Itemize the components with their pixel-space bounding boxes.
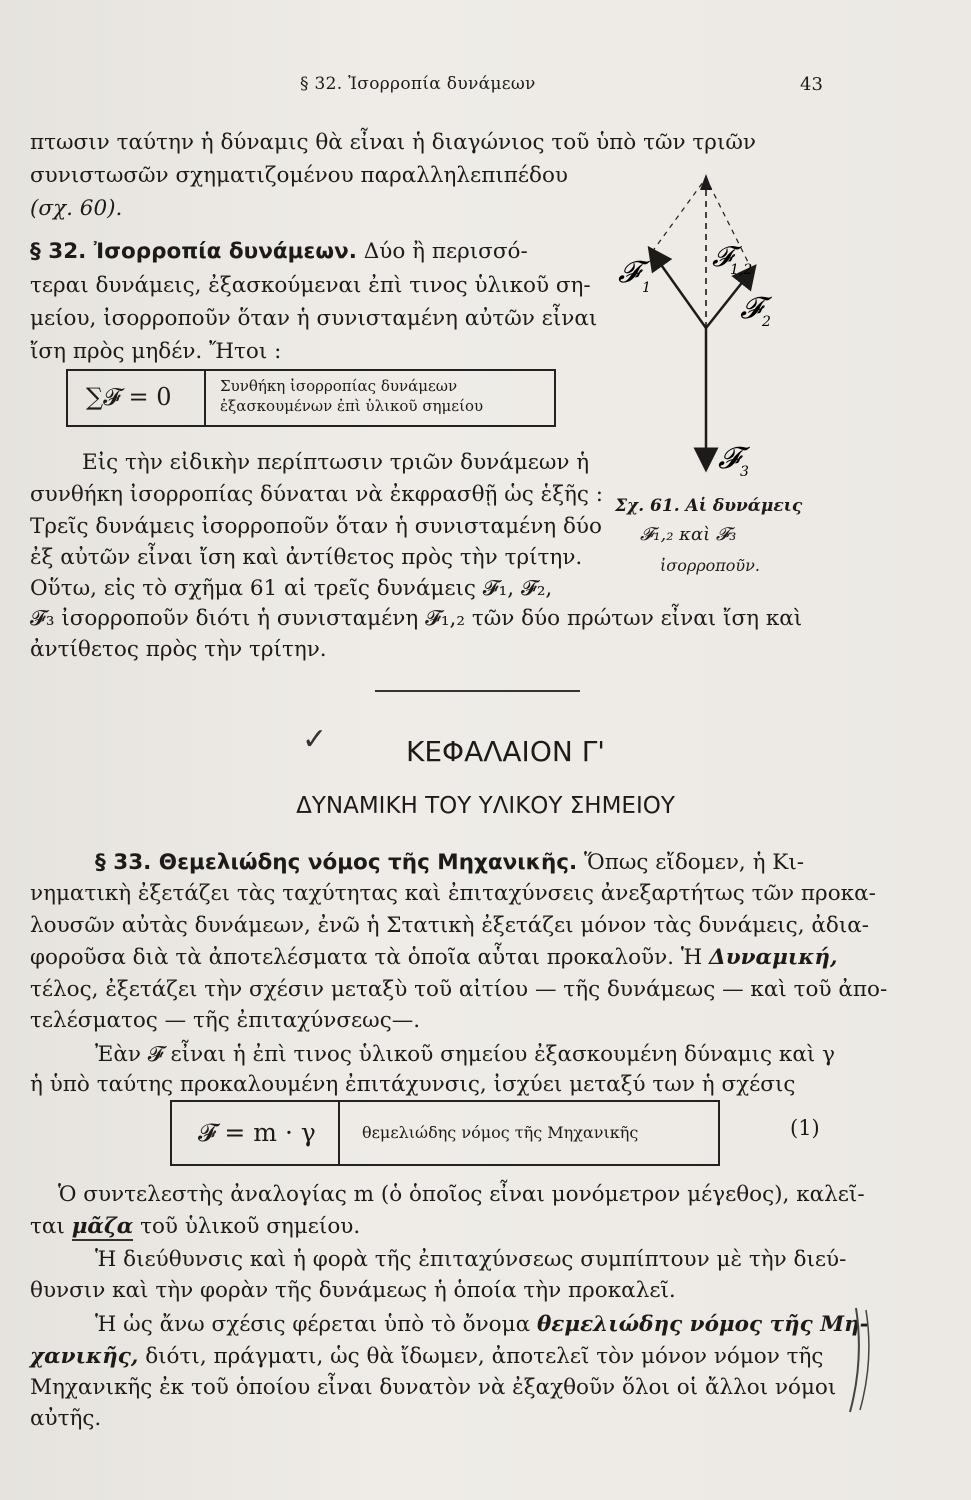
text-line-part: τοῦ ὑλικοῦ σημείου. xyxy=(140,1214,361,1239)
text-line: ἀντίθετος πρὸς τὴν τρίτην. xyxy=(30,637,327,662)
text-line: Μηχανικῆς ἐκ τοῦ ὁποίου εἶναι δυνατὸν νὰ ἐξαχθοῦν ὅλοι οἱ ἄλλοι νόμοι xyxy=(30,1375,837,1400)
figure-61-caption-line2: 𝓕₁,₂ καὶ 𝓕₃ xyxy=(640,524,737,545)
text-line-part: Ἡ ὡς ἄνω σχέσις φέρεται ὑπὸ τὸ ὄνομα xyxy=(95,1312,531,1337)
text-line: Ἡ διεύθυνσις καὶ ἡ φορὰ τῆς ἐπιταχύνσεως συμπίπτουν μὲ τὴν διεύ- xyxy=(95,1247,847,1272)
f2-label: 𝓕 xyxy=(740,291,763,326)
text-line xyxy=(30,1342,823,1372)
text-line: Εἰς τὴν εἰδικὴν περίπτωσιν τριῶν δυνάμεων ἡ xyxy=(82,450,590,475)
section-33-first-text: Ὅπως εἴδομεν, ἡ Κι- xyxy=(584,850,805,875)
chapter-title: ΚΕΦΑΛΑΙΟΝ Γ' xyxy=(406,735,605,768)
figure-61-diagram xyxy=(600,160,800,490)
f1-label: 𝓕 xyxy=(618,255,641,290)
f2-subscript: 2 xyxy=(762,314,771,330)
equilibrium-formula: ∑𝓕 = 0 xyxy=(86,383,172,411)
equation-number: (1) xyxy=(790,1116,820,1140)
section-separator xyxy=(375,690,580,692)
figure-61-caption-line3: ἰσορροποῦν. xyxy=(660,556,760,575)
running-head: § 32. Ἰσορροπία δυνάμεων xyxy=(300,74,536,94)
text-line: νηματικὴ ἐξετάζει τὰς ταχύτητας καὶ ἐπιταχύνσεις ἀνεξαρτήτως τῶν προκα- xyxy=(30,881,876,906)
page-number: 43 xyxy=(800,74,823,95)
f3-subscript: 3 xyxy=(740,464,749,480)
fundamental-law-term: θεμελιώδης νόμος τῆς Μη- xyxy=(536,1312,869,1337)
text-line: Ἐὰν 𝓕 εἶναι ἡ ἐπὶ τινος ὑλικοῦ σημείου ἐξασκουμένη δύναμις καὶ γ xyxy=(95,1042,835,1067)
force-f1-arrow xyxy=(652,252,706,328)
page-header xyxy=(0,74,971,104)
fundamental-law-formula: 𝓕 = m · γ xyxy=(198,1118,316,1147)
text-line: θυνσιν καὶ τὴν φορὰν τῆς δυνάμεως ἡ ὁποία τὴν προκαλεῖ. xyxy=(30,1278,676,1303)
text-line: συνθήκη ἰσορροπίας δύναται νὰ ἐκφρασθῇ ὡς ἑξῆς : xyxy=(30,482,604,507)
box-divider xyxy=(204,371,206,425)
f1-subscript: 1 xyxy=(642,280,651,296)
text-line: πτωσιν ταύτην ἡ δύναμις θὰ εἶναι ἡ διαγώνιος τοῦ ὑπὸ τῶν τριῶν xyxy=(30,130,756,155)
fundamental-law-term-end: χανικῆς, xyxy=(30,1344,139,1369)
text-line-part: ται xyxy=(30,1214,65,1239)
equilibrium-label-line1: Συνθήκη ἰσορροπίας δυνάμεων xyxy=(220,377,458,395)
text-line xyxy=(30,943,837,973)
text-line: ἐξ αὐτῶν εἶναι ἴση καὶ ἀντίθετος πρὸς τὴν τρίτην. xyxy=(30,545,583,570)
text-line-part: φοροῦσα διὰ τὰ ἀποτελέσματα τὰ ὁποῖα αὗται προκαλοῦν. Ἡ xyxy=(30,945,703,970)
text-line: μείου, ἰσορροποῦν ὅταν ἡ συνισταμένη αὐτῶν εἶναι xyxy=(30,306,598,331)
text-line: τελέσματος — τῆς ἐπιταχύνσεως—. xyxy=(30,1008,421,1033)
text-line: Ὁ συντελεστὴς ἀναλογίας m (ὁ ὁποῖος εἶναι μονόμετρον μέγεθος), καλεῖ- xyxy=(58,1182,865,1207)
text-line: 𝓕₃ ἰσορροποῦν διότι ἡ συνισταμένη 𝓕₁,₂ τῶν δύο πρώτων εἶναι ἴση καὶ xyxy=(30,606,803,631)
box-divider xyxy=(338,1102,340,1164)
text-line: ἴση πρὸς μηδέν. Ἤτοι : xyxy=(30,339,282,364)
text-line: συνιστωσῶν σχηματιζομένου παραλληλεπιπέδου xyxy=(30,163,568,188)
text-line: (σχ. 60). xyxy=(30,196,123,221)
section-33-title: § 33. Θεμελιώδης νόμος τῆς Μηχανικῆς. xyxy=(95,850,578,875)
f12-subscript: 1,2 xyxy=(730,262,753,278)
f3-label: 𝓕 xyxy=(718,441,741,476)
text-line-part: διότι, πράγματι, ὡς θὰ ἴδωμεν, ἀποτελεῖ τὸν μόνον νόμον τῆς xyxy=(145,1344,824,1369)
text-line xyxy=(95,1310,869,1340)
fundamental-law-box xyxy=(170,1100,720,1166)
text-line: ἡ ὑπὸ ταύτης προκαλουμένη ἐπιτάχυνσις, ἰσχύει μεταξύ των ἡ σχέσις xyxy=(30,1072,796,1097)
parallelogram-side xyxy=(652,178,706,252)
section-32-title: § 32. Ἰσορροπία δυνάμεων. xyxy=(30,239,357,264)
text-line: Οὕτω, εἰς τὸ σχῆμα 61 αἱ τρεῖς δυνάμεις 𝓕₁, 𝓕₂, xyxy=(30,576,553,601)
equilibrium-label-line2: ἐξασκουμένων ἐπὶ ὑλικοῦ σημείου xyxy=(220,397,484,415)
dynamics-term: Δυναμική, xyxy=(709,945,838,970)
text-line: τέλος, ἐξετάζει τὴν σχέσιν μεταξὺ τοῦ αἰτίου — τῆς δυνάμεως — καὶ τοῦ ἀπο- xyxy=(30,977,888,1002)
chapter-subtitle: ΔΥΝΑΜΙΚΗ ΤΟΥ ΥΛΙΚΟΥ ΣΗΜΕΙΟΥ xyxy=(296,793,675,819)
mass-term: μᾶζα xyxy=(71,1214,134,1239)
f12-label: 𝓕 xyxy=(712,240,733,273)
section-32-heading-line xyxy=(30,237,528,267)
margin-pen-mark xyxy=(840,1300,880,1420)
text-line: λουσῶν αὐτὰς δυνάμεων, ἐνῶ ἡ Στατικὴ ἐξετάζει μόνον τὰς δυνάμεις, ἀδια- xyxy=(30,913,870,938)
section-33-heading-line xyxy=(95,848,804,878)
text-line: αὐτῆς. xyxy=(30,1406,102,1431)
fundamental-law-label: θεμελιώδης νόμος τῆς Μηχανικῆς xyxy=(362,1123,639,1142)
section-32-first-text: Δύο ἢ περισσό- xyxy=(363,239,528,264)
check-mark: ✓ xyxy=(302,722,328,757)
figure-61-caption-title: Σχ. 61. Αἱ δυνάμεις xyxy=(615,496,803,516)
text-line xyxy=(30,1212,360,1242)
equilibrium-condition-box xyxy=(66,369,556,427)
text-line: Τρεῖς δυνάμεις ἰσορροποῦν ὅταν ἡ συνισταμένη δύο xyxy=(30,514,602,539)
text-line: τεραι δυνάμεις, ἐξασκούμεναι ἐπὶ τινος ὑλικοῦ ση- xyxy=(30,273,591,298)
